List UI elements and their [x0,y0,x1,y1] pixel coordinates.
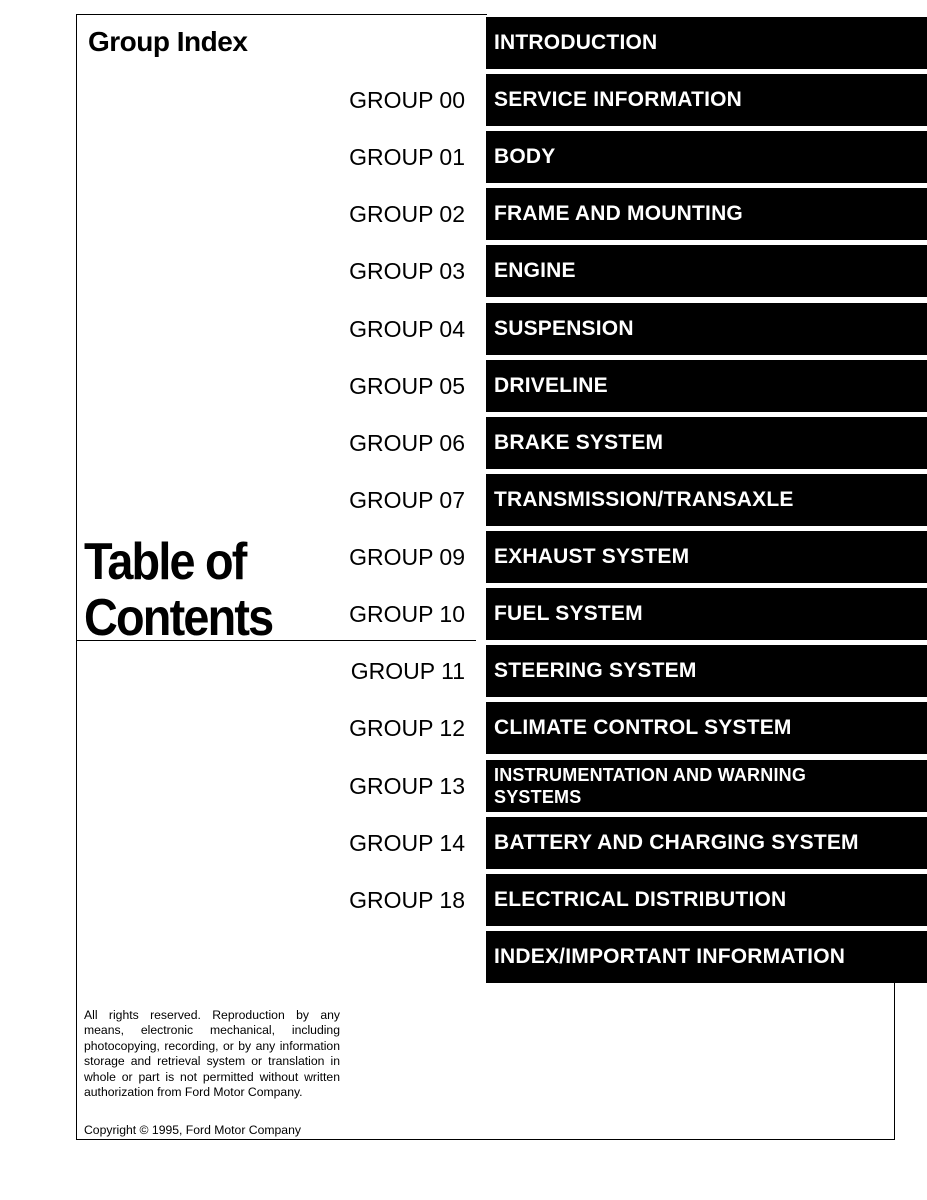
section-title: FUEL SYSTEM [494,602,643,626]
section-row-brake-system[interactable] [0,417,927,469]
toc-title-line-1: Table of [84,533,246,591]
section-row-exhaust-system[interactable] [0,531,927,583]
section-title: ELECTRICAL DISTRIBUTION [494,887,787,911]
section-title: BODY [494,145,556,169]
section-title: BATTERY AND CHARGING SYSTEM [494,830,859,854]
section-row-body[interactable] [0,131,927,183]
section-row-transmission[interactable] [0,474,927,526]
section-row-service-information[interactable] [0,74,927,126]
section-title: FRAME AND MOUNTING [494,202,743,226]
section-title: STEERING SYSTEM [494,659,697,683]
section-tab[interactable] [486,17,927,69]
section-row-suspension[interactable] [0,303,927,355]
section-row-frame-and-mounting[interactable] [0,188,927,240]
section-tab[interactable] [486,588,927,640]
group-number: GROUP 13 [349,772,465,799]
group-number: GROUP 04 [349,315,465,342]
section-tab[interactable] [486,360,927,412]
section-title: ENGINE [494,259,576,283]
section-tab[interactable] [486,245,927,297]
group-number: GROUP 06 [349,429,465,456]
group-index-title: Group Index [88,26,248,57]
group-number: GROUP 05 [349,372,465,399]
section-row-electrical-distribution[interactable] [0,874,927,926]
section-title: CLIMATE CONTROL SYSTEM [494,716,792,740]
toc-title-line-2: Contents [84,589,273,647]
section-title: EXHAUST SYSTEM [494,545,690,569]
section-row-climate-control[interactable] [0,702,927,754]
section-title: SUSPENSION [494,316,634,340]
section-tab[interactable] [486,760,927,812]
copyright-line: Copyright © 1995, Ford Motor Company [84,1123,301,1137]
group-number: GROUP 02 [349,201,465,228]
section-title: INDEX/IMPORTANT INFORMATION [494,944,846,968]
section-title: BRAKE SYSTEM [494,430,664,454]
section-row-battery-charging[interactable] [0,817,927,869]
section-title: INTRODUCTION [494,31,658,54]
section-tab[interactable] [486,74,927,126]
section-tab[interactable] [486,931,927,983]
section-tab[interactable] [486,702,927,754]
section-row-instrumentation[interactable] [0,760,927,812]
group-number: GROUP 18 [349,886,465,913]
group-number: GROUP 09 [349,544,465,571]
group-number: GROUP 01 [349,144,465,171]
section-row-steering-system[interactable] [0,645,927,697]
group-number: GROUP 07 [349,486,465,513]
section-row-index[interactable] [0,931,927,983]
section-tab[interactable] [486,817,927,869]
section-tab[interactable] [486,874,927,926]
section-row-engine[interactable] [0,245,927,297]
section-tab[interactable] [486,645,927,697]
legal-notice: All rights reserved. Reproduction by any means, electronic mechanical, including photocopying, recording, or by any information storage and retrieval system or translation in whole or part is not permitted without written authorization from Ford Motor Company. [84,1008,340,1100]
section-title: SERVICE INFORMATION [494,88,743,112]
group-number: GROUP 00 [349,87,465,114]
group-number: GROUP 11 [350,658,465,685]
section-tab[interactable] [486,131,927,183]
group-number: GROUP 12 [349,715,465,742]
section-row-fuel-system[interactable] [0,588,927,640]
section-tab[interactable] [486,303,927,355]
group-number: GROUP 03 [349,258,465,285]
section-row-introduction[interactable] [0,17,927,69]
group-number: GROUP 10 [349,601,465,628]
section-tab[interactable] [486,188,927,240]
section-tab[interactable] [486,474,927,526]
section-title-line-2: SYSTEMS [494,786,582,807]
section-tab[interactable] [486,531,927,583]
section-tab[interactable] [486,417,927,469]
section-row-driveline[interactable] [0,360,927,412]
section-title: INSTRUMENTATION AND WARNING [494,764,807,785]
section-title: DRIVELINE [494,373,608,397]
group-number: GROUP 14 [349,829,465,856]
section-title: TRANSMISSION/TRANSAXLE [494,487,794,511]
